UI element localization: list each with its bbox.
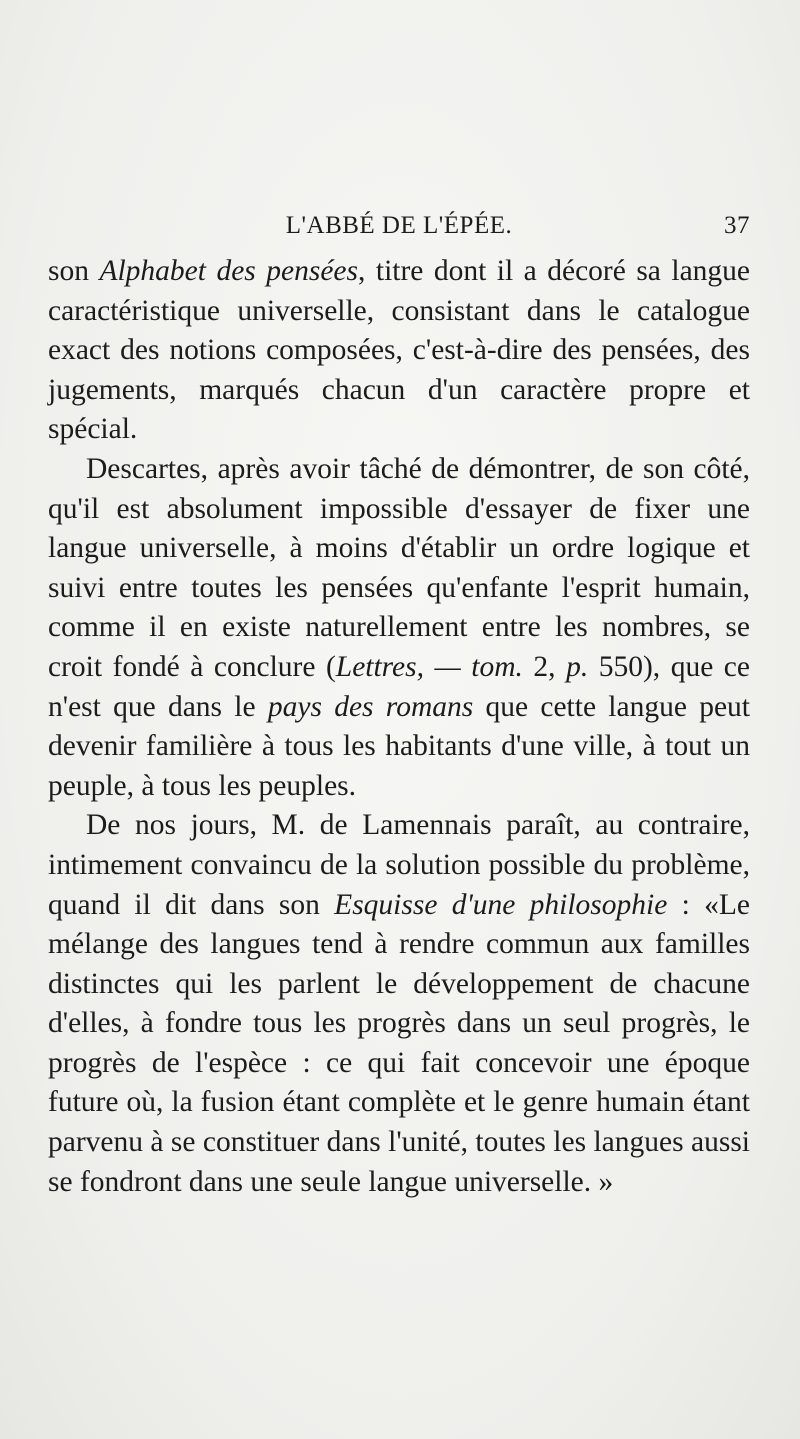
text-segment: que cette langue peut devenir familière à tous les habitants d'une ville, à tout un peuple, à tous les peuples. <box>48 690 750 802</box>
text-segment: 550), que ce n'est que dans le <box>48 650 750 723</box>
body-text <box>48 252 750 1202</box>
text-segment: De nos jours, M. de Lamennais paraît, au contraire, intimement convaincu de la solution possible du problème, quand il dit dans son <box>48 809 750 921</box>
page-number: 37 <box>724 212 750 239</box>
running-head <box>48 212 750 246</box>
paragraph-continuation <box>48 252 750 450</box>
italic-citation-lettres: Lettres, — tom. <box>335 650 523 683</box>
paragraph-lamennais <box>48 806 750 1202</box>
paragraph-descartes <box>48 450 750 806</box>
text-segment: : «Le mélange des langues tend à rendre commun aux familles distinctes qui les parlent le développement de chacune d'elles, à fondre tous les progrès dans un seul progrès, le progrès de l'espèce : ce qui fait concevoir une époque future où, la fusion étant complète et le genre humain étant parvenu à se constituer dans l'unité, toutes les langues aussi se fondront dans une seule langue universelle. » <box>48 888 750 1198</box>
text-segment: Descartes, après avoir tâché de démontrer, de son côté, qu'il est absolument impossible d'essayer de fixer une langue universelle, à moins d'établir un ordre logique et suivi entre toutes les pensées qu'enfante l'esprit humain, comme il en existe naturellement entre les nombres, se croit fondé à conclure ( <box>48 452 750 683</box>
text-segment: 2, <box>522 650 567 683</box>
italic-title-esquisse: Esquisse d'une philosophie <box>334 888 668 921</box>
italic-citation-page: p. <box>566 650 589 683</box>
italic-pays-des-romans: pays des romans <box>267 690 474 723</box>
running-title: L'ABBÉ DE L'ÉPÉE. <box>285 212 513 239</box>
text-segment: , titre dont il a décoré sa langue caractéristique universelle, consistant dans le catalogue exact des notions composées, c'est-à-dire des pensées, des jugements, marqués chacun d'un caractère propre et spécial. <box>48 255 751 446</box>
text-segment: son <box>48 255 100 287</box>
italic-title-alphabet: Alphabet des pensées <box>99 255 359 287</box>
